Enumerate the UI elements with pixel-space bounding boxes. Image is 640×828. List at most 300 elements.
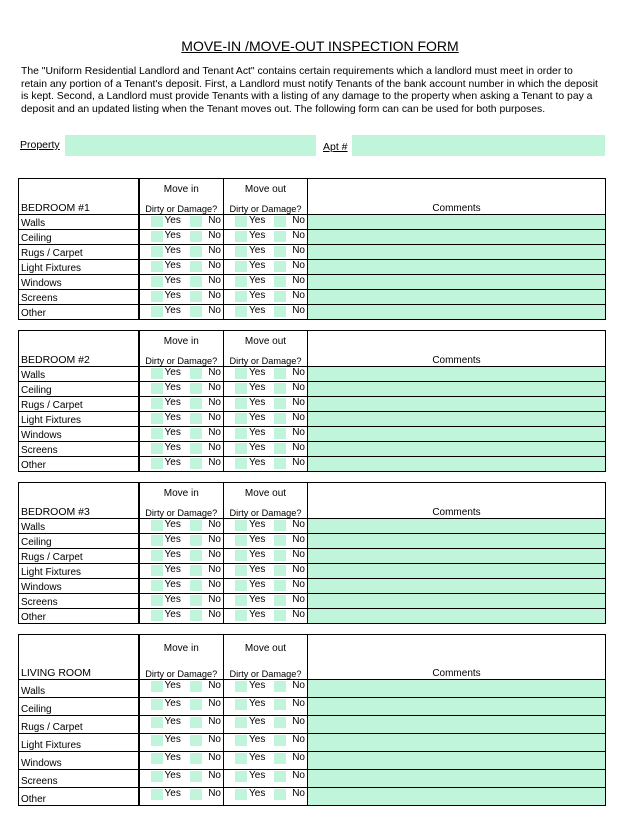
move-out-yes-checkbox[interactable]	[235, 246, 247, 257]
move-out-no-checkbox[interactable]	[274, 550, 286, 561]
move-in-yes-checkbox[interactable]	[151, 216, 163, 227]
move-out-no-checkbox[interactable]	[274, 735, 286, 746]
yes-label: Yes	[249, 734, 266, 745]
move-out-yes-checkbox[interactable]	[235, 383, 247, 394]
yes-label: Yes	[164, 788, 181, 799]
comment-field[interactable]	[308, 290, 606, 305]
yes-label: Yes	[164, 230, 181, 241]
yes-label: Yes	[249, 397, 266, 408]
yes-label: Yes	[164, 245, 181, 256]
comment-field[interactable]	[308, 215, 606, 230]
move-out-yes-checkbox[interactable]	[235, 216, 247, 227]
room-name: BEDROOM #2	[19, 353, 139, 367]
move-out-yes-no	[224, 579, 308, 594]
no-label: No	[292, 549, 305, 560]
yes-label: Yes	[249, 579, 266, 590]
table-row	[19, 230, 606, 245]
move-out-yes-checkbox[interactable]	[235, 428, 247, 439]
table-row	[19, 260, 606, 275]
dirty-damage-header: Dirty or Damage?	[139, 663, 224, 680]
move-in-no-checkbox[interactable]	[190, 580, 202, 591]
table-row	[19, 215, 606, 230]
move-out-yes-checkbox[interactable]	[235, 753, 247, 764]
move-out-no-checkbox[interactable]	[274, 368, 286, 379]
move-in-yes-no	[139, 549, 224, 564]
table-row	[19, 382, 606, 397]
table-row	[19, 594, 606, 609]
move-in-yes-checkbox[interactable]	[151, 580, 163, 591]
move-in-yes-no	[139, 245, 224, 260]
move-in-no-checkbox[interactable]	[190, 753, 202, 764]
move-out-yes-no	[224, 382, 308, 397]
dirty-damage-header: Dirty or Damage?	[224, 663, 308, 680]
move-in-yes-checkbox[interactable]	[151, 443, 163, 454]
room-name: LIVING ROOM	[19, 663, 139, 680]
move-in-no-checkbox[interactable]	[190, 246, 202, 257]
comment-field[interactable]	[308, 594, 606, 609]
no-label: No	[292, 752, 305, 763]
move-in-header: Move in	[139, 331, 224, 353]
yes-label: Yes	[249, 549, 266, 560]
yes-label: Yes	[249, 770, 266, 781]
table-row	[19, 609, 606, 624]
no-label: No	[208, 442, 221, 453]
table-row	[19, 397, 606, 412]
move-out-yes-no	[224, 230, 308, 245]
yes-label: Yes	[164, 457, 181, 468]
yes-label: Yes	[164, 290, 181, 301]
table-row	[19, 275, 606, 290]
yes-label: Yes	[164, 427, 181, 438]
move-in-yes-no	[139, 215, 224, 230]
move-out-yes-checkbox[interactable]	[235, 276, 247, 287]
no-label: No	[208, 680, 221, 691]
move-out-no-checkbox[interactable]	[274, 771, 286, 782]
no-label: No	[208, 260, 221, 271]
table-row	[19, 770, 606, 788]
table-row	[19, 290, 606, 305]
yes-label: Yes	[164, 564, 181, 575]
no-label: No	[292, 305, 305, 316]
comment-field[interactable]	[308, 397, 606, 412]
move-out-yes-no	[224, 594, 308, 609]
apt-field[interactable]	[352, 135, 605, 156]
move-in-no-checkbox[interactable]	[190, 789, 202, 800]
move-in-yes-checkbox[interactable]	[151, 610, 163, 621]
dirty-damage-header: Dirty or Damage?	[224, 505, 308, 519]
move-in-no-checkbox[interactable]	[190, 368, 202, 379]
move-in-yes-checkbox[interactable]	[151, 428, 163, 439]
move-in-no-checkbox[interactable]	[190, 610, 202, 621]
no-label: No	[292, 275, 305, 286]
table-row	[19, 367, 606, 382]
yes-label: Yes	[164, 275, 181, 286]
move-out-no-checkbox[interactable]	[274, 216, 286, 227]
comment-field[interactable]	[308, 549, 606, 564]
move-out-yes-checkbox[interactable]	[235, 413, 247, 424]
move-in-no-checkbox[interactable]	[190, 413, 202, 424]
move-in-yes-checkbox[interactable]	[151, 458, 163, 469]
comments-header: Comments	[308, 201, 606, 215]
comment-field[interactable]	[308, 564, 606, 579]
move-out-yes-checkbox[interactable]	[235, 595, 247, 606]
no-label: No	[292, 770, 305, 781]
no-label: No	[292, 680, 305, 691]
move-in-yes-checkbox[interactable]	[151, 771, 163, 782]
move-in-yes-checkbox[interactable]	[151, 398, 163, 409]
comment-field[interactable]	[308, 680, 606, 698]
item-label: Rugs / Carpet	[19, 245, 139, 260]
no-label: No	[292, 412, 305, 423]
move-out-yes-checkbox[interactable]	[235, 580, 247, 591]
section-table-3	[18, 482, 606, 624]
move-in-yes-checkbox[interactable]	[151, 276, 163, 287]
move-out-yes-checkbox[interactable]	[235, 789, 247, 800]
move-in-yes-no	[139, 609, 224, 624]
no-label: No	[208, 564, 221, 575]
table-row	[19, 734, 606, 752]
table-row	[19, 245, 606, 260]
move-out-yes-no	[224, 427, 308, 442]
move-in-yes-checkbox[interactable]	[151, 291, 163, 302]
move-in-no-checkbox[interactable]	[190, 735, 202, 746]
move-in-no-checkbox[interactable]	[190, 276, 202, 287]
comment-field[interactable]	[308, 412, 606, 427]
table-row	[19, 564, 606, 579]
move-in-no-checkbox[interactable]	[190, 443, 202, 454]
item-label: Screens	[19, 594, 139, 609]
move-in-yes-no	[139, 397, 224, 412]
move-out-yes-checkbox[interactable]	[235, 565, 247, 576]
move-in-yes-no	[139, 427, 224, 442]
yes-label: Yes	[249, 519, 266, 530]
yes-label: Yes	[164, 609, 181, 620]
move-out-header: Move out	[224, 179, 308, 201]
item-label: Ceiling	[19, 382, 139, 397]
no-label: No	[292, 397, 305, 408]
comment-field[interactable]	[308, 716, 606, 734]
move-in-yes-checkbox[interactable]	[151, 306, 163, 317]
section-table-4	[18, 634, 606, 806]
move-out-no-checkbox[interactable]	[274, 261, 286, 272]
item-label: Light Fixtures	[19, 734, 139, 752]
move-out-no-checkbox[interactable]	[274, 398, 286, 409]
move-out-yes-checkbox[interactable]	[235, 520, 247, 531]
move-in-yes-no	[139, 412, 224, 427]
move-out-no-checkbox[interactable]	[274, 291, 286, 302]
move-out-no-checkbox[interactable]	[274, 580, 286, 591]
move-in-yes-checkbox[interactable]	[151, 413, 163, 424]
move-out-no-checkbox[interactable]	[274, 699, 286, 710]
move-out-yes-checkbox[interactable]	[235, 261, 247, 272]
move-in-yes-no	[139, 752, 224, 770]
move-out-yes-checkbox[interactable]	[235, 550, 247, 561]
move-in-yes-checkbox[interactable]	[151, 550, 163, 561]
comment-field[interactable]	[308, 534, 606, 549]
yes-label: Yes	[249, 442, 266, 453]
move-in-yes-checkbox[interactable]	[151, 368, 163, 379]
table-row	[19, 752, 606, 770]
table-row	[19, 579, 606, 594]
no-label: No	[292, 427, 305, 438]
move-in-yes-no	[139, 534, 224, 549]
comment-field[interactable]	[308, 519, 606, 534]
comment-field[interactable]	[308, 698, 606, 716]
move-out-yes-no	[224, 215, 308, 230]
move-in-no-checkbox[interactable]	[190, 771, 202, 782]
yes-label: Yes	[249, 215, 266, 226]
move-in-no-checkbox[interactable]	[190, 383, 202, 394]
yes-label: Yes	[249, 230, 266, 241]
move-in-no-checkbox[interactable]	[190, 398, 202, 409]
yes-label: Yes	[164, 260, 181, 271]
table-row	[19, 698, 606, 716]
yes-label: Yes	[249, 788, 266, 799]
section-table-2	[18, 330, 606, 472]
move-out-no-checkbox[interactable]	[274, 681, 286, 692]
move-in-no-checkbox[interactable]	[190, 261, 202, 272]
comment-field[interactable]	[308, 609, 606, 624]
yes-label: Yes	[164, 412, 181, 423]
yes-label: Yes	[164, 382, 181, 393]
no-label: No	[208, 519, 221, 530]
no-label: No	[292, 442, 305, 453]
no-label: No	[208, 412, 221, 423]
item-label: Windows	[19, 579, 139, 594]
move-in-no-checkbox[interactable]	[190, 291, 202, 302]
move-out-yes-checkbox[interactable]	[235, 291, 247, 302]
dirty-damage-header: Dirty or Damage?	[224, 353, 308, 367]
move-out-no-checkbox[interactable]	[274, 306, 286, 317]
item-label: Light Fixtures	[19, 564, 139, 579]
move-out-yes-checkbox[interactable]	[235, 717, 247, 728]
move-in-no-checkbox[interactable]	[190, 699, 202, 710]
move-out-yes-no	[224, 788, 308, 806]
move-out-yes-checkbox[interactable]	[235, 458, 247, 469]
yes-label: Yes	[164, 680, 181, 691]
move-out-yes-checkbox[interactable]	[235, 771, 247, 782]
yes-label: Yes	[164, 734, 181, 745]
section-table-1	[18, 178, 606, 320]
no-label: No	[292, 564, 305, 575]
comment-field[interactable]	[308, 457, 606, 472]
move-in-no-checkbox[interactable]	[190, 717, 202, 728]
move-out-yes-no	[224, 698, 308, 716]
comments-header: Comments	[308, 505, 606, 519]
move-out-no-checkbox[interactable]	[274, 428, 286, 439]
move-out-yes-checkbox[interactable]	[235, 231, 247, 242]
move-in-yes-checkbox[interactable]	[151, 520, 163, 531]
table-row	[19, 716, 606, 734]
move-out-yes-no	[224, 367, 308, 382]
move-in-no-checkbox[interactable]	[190, 535, 202, 546]
comment-field[interactable]	[308, 579, 606, 594]
yes-label: Yes	[164, 442, 181, 453]
move-out-no-checkbox[interactable]	[274, 383, 286, 394]
no-label: No	[208, 788, 221, 799]
comment-field[interactable]	[308, 734, 606, 752]
yes-label: Yes	[249, 564, 266, 575]
move-out-yes-checkbox[interactable]	[235, 735, 247, 746]
yes-label: Yes	[249, 534, 266, 545]
yes-label: Yes	[249, 698, 266, 709]
no-label: No	[292, 382, 305, 393]
move-out-yes-checkbox[interactable]	[235, 306, 247, 317]
yes-label: Yes	[249, 245, 266, 256]
item-label: Windows	[19, 752, 139, 770]
move-in-yes-checkbox[interactable]	[151, 595, 163, 606]
property-field[interactable]	[65, 135, 316, 156]
move-out-yes-no	[224, 519, 308, 534]
item-label: Screens	[19, 290, 139, 305]
move-out-no-checkbox[interactable]	[274, 520, 286, 531]
move-out-yes-no	[224, 549, 308, 564]
move-out-header: Move out	[224, 635, 308, 663]
move-out-yes-checkbox[interactable]	[235, 699, 247, 710]
move-out-yes-no	[224, 245, 308, 260]
item-label: Light Fixtures	[19, 260, 139, 275]
move-in-yes-checkbox[interactable]	[151, 681, 163, 692]
dirty-damage-header: Dirty or Damage?	[139, 505, 224, 519]
item-label: Other	[19, 788, 139, 806]
table-row	[19, 519, 606, 534]
table-row	[19, 457, 606, 472]
comment-field[interactable]	[308, 788, 606, 806]
comment-field[interactable]	[308, 305, 606, 320]
move-out-yes-checkbox[interactable]	[235, 368, 247, 379]
table-row	[19, 788, 606, 806]
comment-field[interactable]	[308, 245, 606, 260]
move-in-yes-checkbox[interactable]	[151, 383, 163, 394]
yes-label: Yes	[164, 534, 181, 545]
move-out-yes-checkbox[interactable]	[235, 398, 247, 409]
move-out-header: Move out	[224, 331, 308, 353]
move-in-no-checkbox[interactable]	[190, 216, 202, 227]
move-out-no-checkbox[interactable]	[274, 458, 286, 469]
comment-field[interactable]	[308, 230, 606, 245]
form-title: MOVE-IN /MOVE-OUT INSPECTION FORM	[181, 38, 459, 54]
move-in-yes-no	[139, 698, 224, 716]
move-in-no-checkbox[interactable]	[190, 428, 202, 439]
move-in-no-checkbox[interactable]	[190, 565, 202, 576]
move-in-yes-no	[139, 519, 224, 534]
comments-header: Comments	[308, 663, 606, 680]
item-label: Rugs / Carpet	[19, 716, 139, 734]
no-label: No	[208, 457, 221, 468]
move-in-no-checkbox[interactable]	[190, 681, 202, 692]
move-out-header: Move out	[224, 483, 308, 505]
move-out-yes-checkbox[interactable]	[235, 681, 247, 692]
yes-label: Yes	[249, 752, 266, 763]
comment-field[interactable]	[308, 382, 606, 397]
move-in-yes-checkbox[interactable]	[151, 699, 163, 710]
move-in-yes-checkbox[interactable]	[151, 735, 163, 746]
comment-field[interactable]	[308, 260, 606, 275]
move-in-yes-checkbox[interactable]	[151, 535, 163, 546]
move-in-yes-checkbox[interactable]	[151, 789, 163, 800]
yes-label: Yes	[249, 609, 266, 620]
no-label: No	[208, 579, 221, 590]
item-label: Walls	[19, 367, 139, 382]
move-out-no-checkbox[interactable]	[274, 246, 286, 257]
move-out-yes-no	[224, 397, 308, 412]
no-label: No	[292, 609, 305, 620]
table-row	[19, 427, 606, 442]
move-out-no-checkbox[interactable]	[274, 717, 286, 728]
move-in-yes-checkbox[interactable]	[151, 717, 163, 728]
comment-field[interactable]	[308, 770, 606, 788]
table-row	[19, 442, 606, 457]
move-out-no-checkbox[interactable]	[274, 276, 286, 287]
no-label: No	[292, 519, 305, 530]
no-label: No	[208, 245, 221, 256]
no-label: No	[292, 788, 305, 799]
move-out-no-checkbox[interactable]	[274, 789, 286, 800]
item-label: Ceiling	[19, 698, 139, 716]
move-in-yes-checkbox[interactable]	[151, 246, 163, 257]
comment-field[interactable]	[308, 752, 606, 770]
no-label: No	[292, 457, 305, 468]
move-out-no-checkbox[interactable]	[274, 413, 286, 424]
no-label: No	[292, 579, 305, 590]
move-out-no-checkbox[interactable]	[274, 595, 286, 606]
move-in-no-checkbox[interactable]	[190, 520, 202, 531]
move-out-no-checkbox[interactable]	[274, 610, 286, 621]
move-in-no-checkbox[interactable]	[190, 595, 202, 606]
move-out-yes-checkbox[interactable]	[235, 535, 247, 546]
move-out-yes-no	[224, 457, 308, 472]
move-in-yes-checkbox[interactable]	[151, 231, 163, 242]
yes-label: Yes	[249, 275, 266, 286]
move-out-yes-no	[224, 275, 308, 290]
move-out-no-checkbox[interactable]	[274, 535, 286, 546]
yes-label: Yes	[164, 549, 181, 560]
move-in-yes-checkbox[interactable]	[151, 753, 163, 764]
move-in-no-checkbox[interactable]	[190, 231, 202, 242]
comment-field[interactable]	[308, 427, 606, 442]
room-name: BEDROOM #3	[19, 505, 139, 519]
move-out-no-checkbox[interactable]	[274, 443, 286, 454]
move-in-yes-no	[139, 230, 224, 245]
item-label: Walls	[19, 519, 139, 534]
move-in-no-checkbox[interactable]	[190, 306, 202, 317]
no-label: No	[292, 734, 305, 745]
move-in-yes-checkbox[interactable]	[151, 565, 163, 576]
move-out-no-checkbox[interactable]	[274, 231, 286, 242]
no-label: No	[208, 215, 221, 226]
comment-field[interactable]	[308, 275, 606, 290]
move-in-no-checkbox[interactable]	[190, 550, 202, 561]
move-out-yes-no	[224, 412, 308, 427]
comment-field[interactable]	[308, 442, 606, 457]
move-out-yes-no	[224, 770, 308, 788]
yes-label: Yes	[164, 519, 181, 530]
move-out-yes-checkbox[interactable]	[235, 443, 247, 454]
no-label: No	[292, 260, 305, 271]
move-in-no-checkbox[interactable]	[190, 458, 202, 469]
move-out-no-checkbox[interactable]	[274, 753, 286, 764]
move-out-no-checkbox[interactable]	[274, 565, 286, 576]
move-in-yes-checkbox[interactable]	[151, 261, 163, 272]
move-out-yes-checkbox[interactable]	[235, 610, 247, 621]
move-in-yes-no	[139, 594, 224, 609]
comment-field[interactable]	[308, 367, 606, 382]
move-out-yes-no	[224, 752, 308, 770]
no-label: No	[208, 609, 221, 620]
no-label: No	[292, 716, 305, 727]
no-label: No	[292, 215, 305, 226]
no-label: No	[208, 549, 221, 560]
